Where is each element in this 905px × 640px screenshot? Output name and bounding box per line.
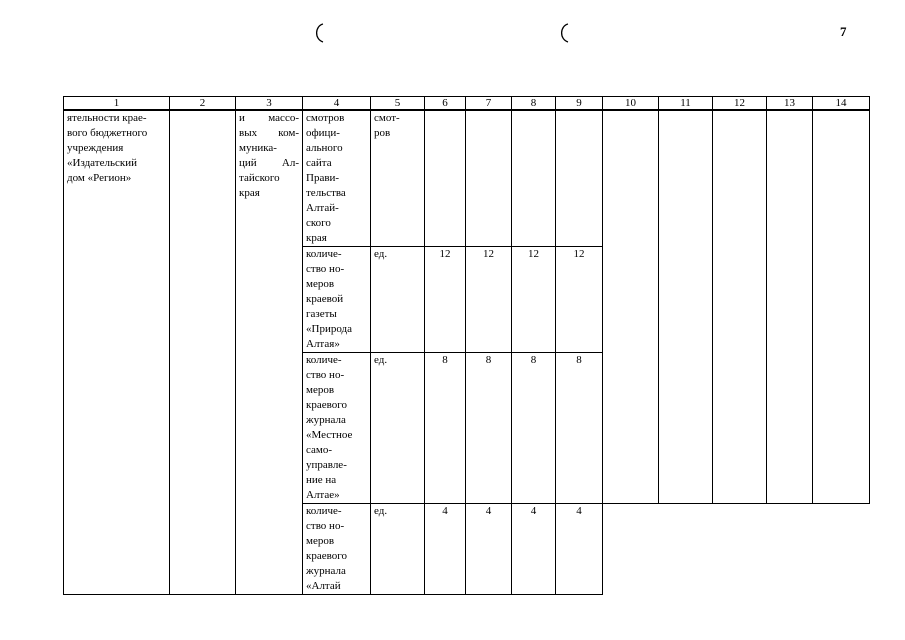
- page-number: 7: [840, 24, 847, 39]
- value-cell-col8: [512, 110, 556, 247]
- header-cell: 5: [371, 97, 425, 111]
- unit-cell: ед.: [371, 353, 425, 504]
- header-cell: 8: [512, 97, 556, 111]
- value-cell-col9: 12: [556, 247, 603, 353]
- value-cell-col8: 8: [512, 353, 556, 504]
- header-cell: 7: [466, 97, 512, 111]
- blank-area: [603, 504, 870, 595]
- indicator-cell: количе- ство но- меров краевого журнала «Местное само- управле- ние на Алтае»: [303, 353, 371, 504]
- indicator-cell: количе- ство но- меров краевой газеты «Природа Алтая»: [303, 247, 371, 353]
- header-cell: 4: [303, 97, 371, 111]
- institution-cell: ятельности крае- вого бюджетного учреждения «Издательский дом «Регион»: [64, 110, 170, 595]
- table-row: [64, 110, 870, 247]
- value-cell-col8: 4: [512, 504, 556, 595]
- empty-cell-col14: [813, 110, 870, 504]
- unit-cell: смот- ров: [371, 110, 425, 247]
- header-cell: 3: [236, 97, 303, 111]
- value-cell-col6: 12: [425, 247, 466, 353]
- header-cell: 2: [170, 97, 236, 111]
- header-cell: 13: [767, 97, 813, 111]
- unit-cell: ед.: [371, 247, 425, 353]
- value-cell-col7: 12: [466, 247, 512, 353]
- value-cell-col9: 4: [556, 504, 603, 595]
- header-cell: 11: [659, 97, 713, 111]
- empty-cell-col2: [170, 110, 236, 595]
- punch-hole-mark: [312, 22, 326, 44]
- empty-cell-col13: [767, 110, 813, 504]
- value-cell-col9: [556, 110, 603, 247]
- program-cell: и массо- вых ком- муника- ций Ал- тайского края: [236, 110, 303, 595]
- value-cell-col6: 8: [425, 353, 466, 504]
- header-cell: 14: [813, 97, 870, 111]
- empty-cell-col11: [659, 110, 713, 504]
- value-cell-col7: 4: [466, 504, 512, 595]
- indicator-cell: количе- ство но- меров краевого журнала «Алтай: [303, 504, 371, 595]
- data-table: [63, 96, 870, 595]
- header-cell: 6: [425, 97, 466, 111]
- value-cell-col7: [466, 110, 512, 247]
- value-cell-col8: 12: [512, 247, 556, 353]
- indicator-cell: смотров офици- ального сайта Прави- тельства Алтай- ского края: [303, 110, 371, 247]
- value-cell-col7: 8: [466, 353, 512, 504]
- header-cell: 9: [556, 97, 603, 111]
- empty-cell-col10: [603, 110, 659, 504]
- header-cell: 10: [603, 97, 659, 111]
- header-cell: 12: [713, 97, 767, 111]
- header-cell: 1: [64, 97, 170, 111]
- value-cell-col6: [425, 110, 466, 247]
- value-cell-col9: 8: [556, 353, 603, 504]
- unit-cell: ед.: [371, 504, 425, 595]
- punch-hole-mark: [557, 22, 571, 44]
- header-row: [64, 97, 870, 111]
- empty-cell-col12: [713, 110, 767, 504]
- value-cell-col6: 4: [425, 504, 466, 595]
